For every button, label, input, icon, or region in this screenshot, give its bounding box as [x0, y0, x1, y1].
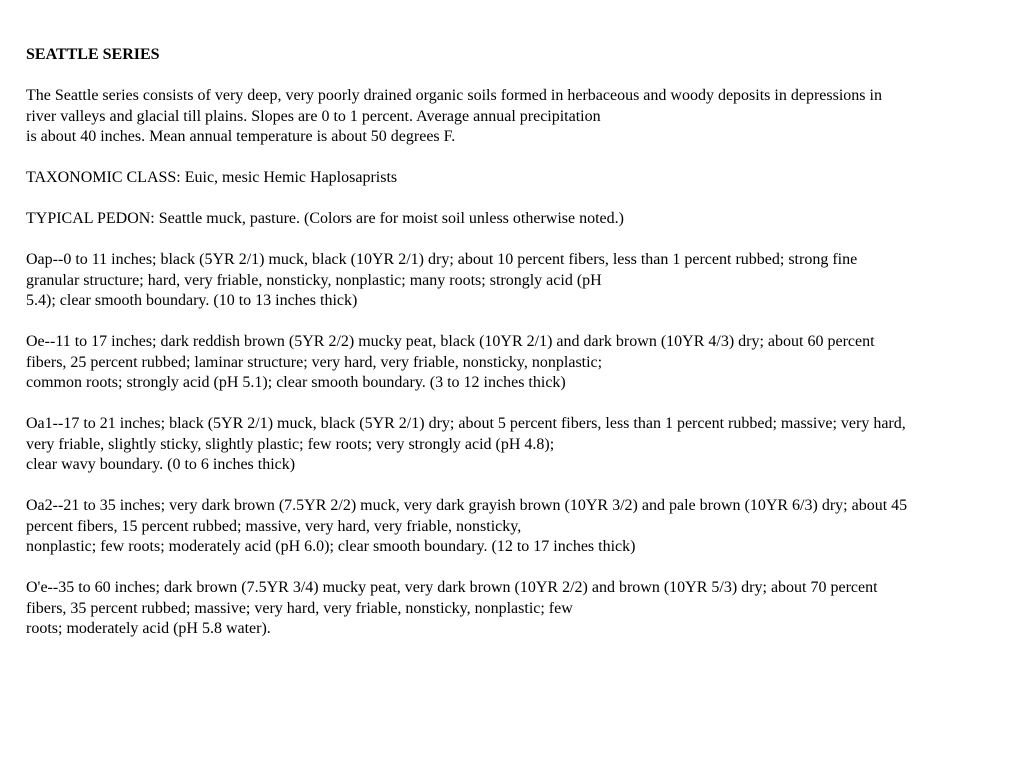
document-body [26, 86, 986, 640]
description-paragraph [26, 86, 986, 148]
taxonomic-class-paragraph [26, 168, 986, 189]
text-line: percent fibers, 15 percent rubbed; massive, very hard, very friable, nonsticky, [26, 517, 522, 535]
text-line: O'e--35 to 60 inches; dark brown (7.5YR 3/4) mucky peat, very dark brown (10YR 2/2) and brown (10YR 5/3) dry; about 70 percent [26, 579, 878, 596]
text-line: Oa1--17 to 21 inches; black (5YR 2/1) muck, black (5YR 2/1) dry; about 5 percent fibers, less than 1 percent rubbed; massive; very hard, [26, 415, 906, 432]
text-line: Oa2--21 to 35 inches; very dark brown (7.5YR 2/2) muck, very dark grayish brown (10YR 3/2) and pale brown (10YR 6/3) dry; about 45 [26, 497, 908, 514]
text-line: is about 40 inches. Mean annual temperature is about 50 degrees F. [26, 128, 456, 145]
text-line: TYPICAL PEDON: Seattle muck, pasture. (Colors are for moist soil unless otherwise noted.) [26, 210, 624, 227]
text-line: granular structure; hard, very friable, nonsticky, nonplastic; many roots; strongly acid (pH [26, 271, 602, 289]
text-line: nonplastic; few roots; moderately acid (pH 6.0); clear smooth boundary. (12 to 17 inches thick) [26, 538, 636, 555]
horizon-oa1-paragraph [26, 414, 986, 476]
document-page [26, 45, 986, 660]
text-line: fibers, 35 percent rubbed; massive; very hard, very friable, nonsticky, nonplastic; few [26, 599, 573, 617]
horizon-oe-paragraph [26, 332, 986, 394]
horizon-o-prime-e-paragraph [26, 578, 986, 640]
horizon-oa2-paragraph [26, 496, 986, 558]
text-line: Oe--11 to 17 inches; dark reddish brown (5YR 2/2) mucky peat, black (10YR 2/1) and dark brown (10YR 4/3) dry; about 60 percent [26, 333, 875, 350]
text-line: 5.4); clear smooth boundary. (10 to 13 inches thick) [26, 292, 358, 309]
text-line: river valleys and glacial till plains. Slopes are 0 to 1 percent. Average annual precipitation [26, 107, 601, 125]
text-line: Oap--0 to 11 inches; black (5YR 2/1) muck, black (10YR 2/1) dry; about 10 percent fibers, less than 1 percent rubbed; strong fine [26, 251, 858, 268]
typical-pedon-paragraph [26, 209, 986, 230]
text-line: clear wavy boundary. (0 to 6 inches thick) [26, 456, 296, 473]
text-line: fibers, 25 percent rubbed; laminar structure; very hard, very friable, nonsticky, nonplastic; [26, 353, 603, 371]
text-line: very friable, slightly sticky, slightly plastic; few roots; very strongly acid (pH 4.8); [26, 435, 555, 453]
horizon-oap-paragraph [26, 250, 986, 312]
text-line: TAXONOMIC CLASS: Euic, mesic Hemic Haplosaprists [26, 169, 398, 186]
text-line: roots; moderately acid (pH 5.8 water). [26, 620, 271, 637]
document-title: SEATTLE SERIES [26, 46, 160, 63]
text-line: The Seattle series consists of very deep, very poorly drained organic soils formed in herbaceous and woody deposits in depressions in [26, 87, 882, 104]
text-line: common roots; strongly acid (pH 5.1); clear smooth boundary. (3 to 12 inches thick) [26, 374, 566, 391]
